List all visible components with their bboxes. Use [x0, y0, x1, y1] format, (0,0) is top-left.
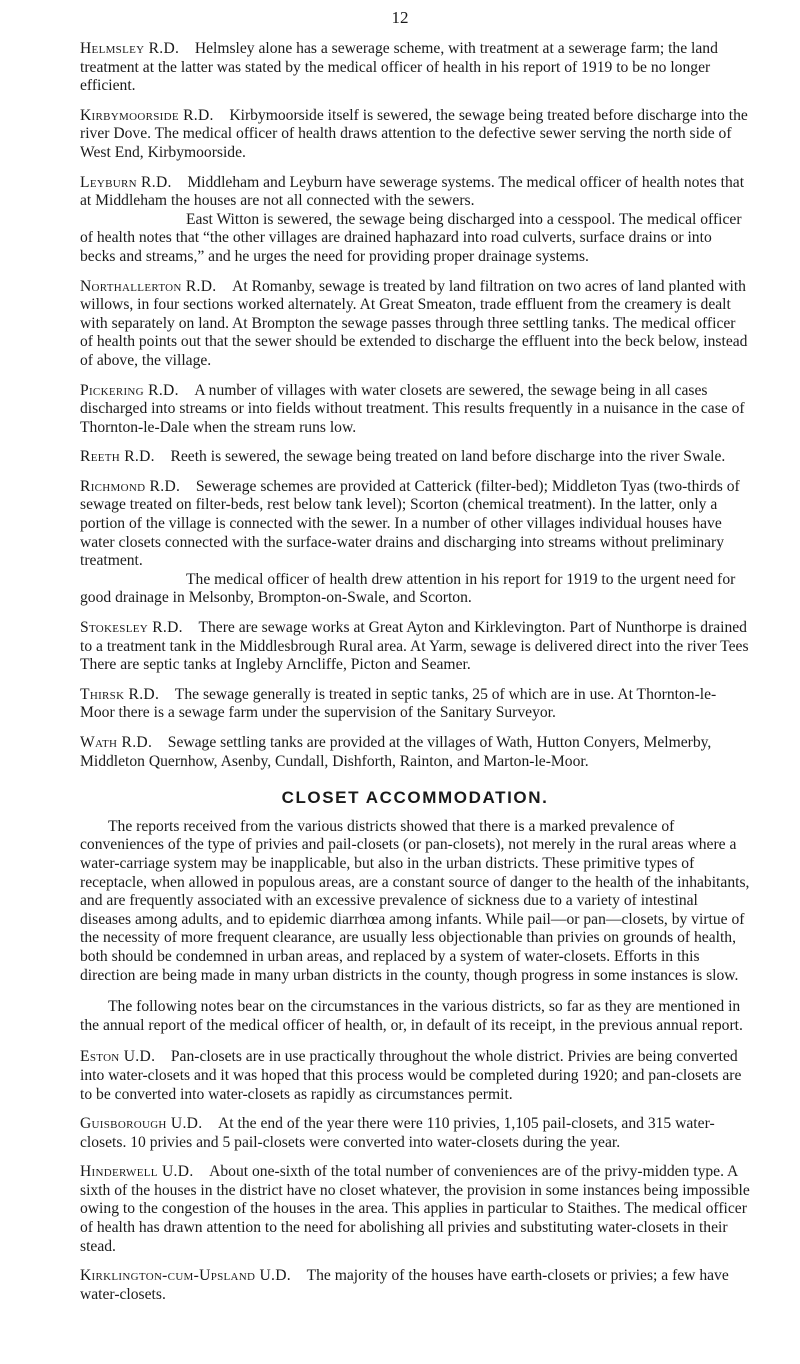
district-entry [80, 448, 750, 467]
district-entry [80, 1163, 750, 1256]
body-paragraph: The following notes bear on the circumstances in the various districts, so far as they are mentioned in the annual report of the medical officer of health, or, in default of its receipt, in the previous annual report. [80, 998, 743, 1034]
district-entry [80, 278, 750, 371]
district-entry [80, 1115, 750, 1152]
district-text: Reeth is sewered, the sewage being treated on land before discharge into the river Swale. [170, 448, 726, 466]
district-text: Kirbymoorside itself is sewered, the sewage being treated before discharge into the river Dove. The medical officer of health draws attention to the defective sewer serving the north side of West End, Kirbymoorside. [80, 106, 748, 161]
district-name: Thirsk R.D. [80, 685, 160, 703]
district-name: Kirbymoorside R.D. [80, 106, 214, 124]
district-name: Hinderwell U.D. [80, 1163, 194, 1181]
district-name: Northallerton R.D. [80, 277, 217, 295]
district-text: At the end of the year there were 110 privies, 1,105 pail-closets, and 315 water-closets. 10 privies and 5 pail-closets were converted into water-closets during the year. [80, 1115, 715, 1151]
district-text: The majority of the houses have earth-closets or privies; a few have water-closets. [80, 1267, 729, 1303]
district-entry [80, 686, 750, 723]
district-text: Middleham and Leyburn have sewerage systems. The medical officer of health notes that at Middleham the houses are not all connected with the sewers. [80, 173, 745, 210]
urban-district-list [80, 1048, 750, 1304]
page-content [80, 40, 750, 1315]
district-name: Reeth R.D. [80, 448, 155, 466]
district-name: Pickering R.D. [80, 381, 179, 399]
district-text: Pan-closets are in use practically throughout the whole district. Privies are being converted into water-closets and it was hoped that this process would be completed during 1920; and pan-closets are to be converted into water-closets as rapidly as circumstances permit. [80, 1048, 742, 1103]
district-name: Guisborough U.D. [80, 1115, 203, 1133]
body-paragraph: The reports received from the various districts showed that there is a marked prevalence of conveniences of the type of privies and pail-closets (or pan-closets), not merely in the rural areas where a water-carriage system may be inapplicable, but also in the urban districts. These primitive types of receptacle, when allowed in populous areas, are a constant source of danger to the health of the inhabitants, and are frequently associated with an excessive prevalence of sickness due to a variety of intestinal diseases among adults, and to epidemic diarrhœa among infants. While pail—or pan—closets, by virtue of the necessity of more frequent clearance, are usually less objectionable than privies on grounds of health, both should be condemned in urban areas, and replaced by a system of water-closets. Efforts in this direction are being made in many urban districts in the county, though progress in some instances is slow. [80, 817, 750, 984]
district-text: At Romanby, sewage is treated by land filtration on two acres of land planted with willows, in four sections worked alternately. At Great Smeaton, trade effluent from the creamery is dealt with separately on land. At Brompton the sewage passes through three settling tanks. The medical officer of health points out that the sewer should be extended to discharge the effluent into the beck below, instead of above, the village. [80, 277, 748, 369]
district-name: Helmsley R.D. [80, 40, 180, 57]
district-text: Sewerage schemes are provided at Catterick (filter-bed); Middleton Tyas (two-thirds of sewage treated on filter-beds, rest below tank level); Scorton (chemical treatment). In the latter, only a portion of the village is connected with the sewer. In a number of other villages individual houses have water closets connected with the surface-water drains and discharging into streams without preliminary treatment. [80, 477, 740, 570]
district-entry [80, 734, 750, 771]
district-name: Leyburn R.D. [80, 173, 172, 191]
section-body [80, 818, 750, 1036]
district-name: Wath R.D. [80, 734, 153, 751]
district-text: About one-sixth of the total number of conveniences are of the privy-midden type. A sixth of the houses in the district have no closet whatever, the provision in some instances being impossible owing to the congestion of the houses in the area. This applies in particular to Staithes. The medical officer of health has drawn attention to the need for abolishing all privies and substituting water-closets in their stead. [80, 1163, 750, 1255]
district-text: Sewage settling tanks are provided at the villages of Wath, Hutton Conyers, Melmerby, Middleton Quernhow, Asenby, Cundall, Dishforth, Rainton, and Marton-le-Moor. [80, 734, 712, 770]
district-entry [80, 478, 750, 608]
district-name: Richmond R.D. [80, 477, 181, 495]
district-entry [80, 40, 750, 96]
district-entry [80, 107, 750, 163]
district-name: Stokesley R.D. [80, 619, 183, 637]
district-continuation: East Witton is sewered, the sewage being discharged into a cesspool. The medical officer of health notes that “the other villages are drained haphazard into road culverts, surface drains or into becks and streams,” and he urges the need for providing proper drainage systems. [80, 210, 742, 265]
district-entry [80, 1048, 750, 1104]
district-entry [80, 619, 750, 675]
district-name: Kirklington-cum-Upsland U.D. [80, 1267, 291, 1285]
district-text: The sewage generally is treated in septic tanks, 25 of which are in use. At Thornton-le-Moor there is a sewage farm under the supervision of the Sanitary Surveyor. [80, 685, 717, 722]
district-entry [80, 1267, 750, 1304]
page-number: 12 [391, 8, 409, 27]
district-text: There are sewage works at Great Ayton and Kirklevington. Part of Nunthorpe is drained to a treatment tank in the Middlesbrough Rural area. At Yarm, sewage is delivered direct into the river Tees There are septic tanks at Ingleby Arncliffe, Picton and Seamer. [80, 619, 749, 674]
district-text: Helmsley alone has a sewerage scheme, with treatment at a sewerage farm; the land treatment at the latter was stated by the medical officer of health in his report of 1919 to be no longer efficient. [80, 40, 718, 95]
rural-district-list [80, 40, 750, 771]
district-entry [80, 174, 750, 267]
district-name: Eston U.D. [80, 1048, 156, 1066]
district-entry [80, 382, 750, 438]
district-continuation: The medical officer of health drew attention in his report for 1919 to the urgent need for good drainage in Melsonby, Brompton-on-Swale, and Scorton. [80, 570, 736, 607]
district-text: A number of villages with water closets are sewered, the sewage being in all cases discharged into streams or into fields without treatment. This results frequently in a nuisance in the case of Thornton-le-Dale when the stream runs low. [80, 381, 745, 436]
section-heading: CLOSET ACCOMMODATION. [281, 788, 549, 808]
